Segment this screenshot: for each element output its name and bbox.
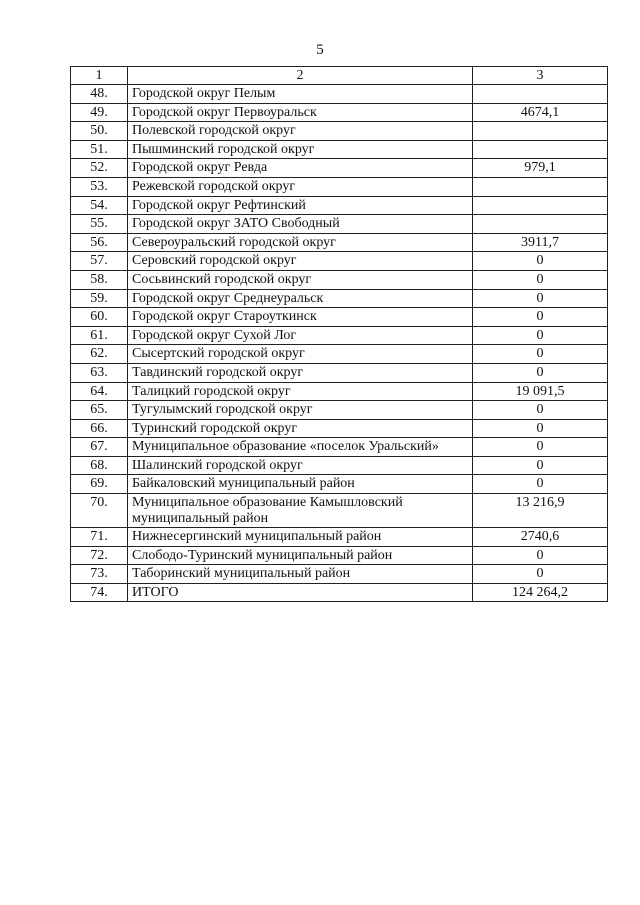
row-name-cell: Городской округ Староуткинск <box>128 308 473 327</box>
table-row <box>71 196 608 215</box>
row-name-cell: Талицкий городской округ <box>128 382 473 401</box>
row-number-cell: 55. <box>71 215 128 234</box>
row-value-cell: 0 <box>473 326 608 345</box>
row-number-cell: 71. <box>71 528 128 547</box>
row-number-cell: 48. <box>71 85 128 104</box>
row-number-cell: 49. <box>71 103 128 122</box>
row-value-cell <box>473 85 608 104</box>
row-value-cell: 0 <box>473 363 608 382</box>
row-name-cell: Серовский городской округ <box>128 252 473 271</box>
table-row <box>71 401 608 420</box>
table-row <box>71 215 608 234</box>
row-name-cell: Сысертский городской округ <box>128 345 473 364</box>
row-name-cell: Нижнесергинский муниципальный район <box>128 528 473 547</box>
row-number-cell: 57. <box>71 252 128 271</box>
table-row <box>71 85 608 104</box>
row-value-cell: 13 216,9 <box>473 494 608 528</box>
row-value-cell: 0 <box>473 308 608 327</box>
row-name-cell: Городской округ Среднеуральск <box>128 289 473 308</box>
row-number-cell: 74. <box>71 583 128 602</box>
row-name-cell: Муниципальное образование «поселок Уральский» <box>128 438 473 457</box>
table-row <box>71 345 608 364</box>
row-name-cell: Режевской городской округ <box>128 177 473 196</box>
row-number-cell: 53. <box>71 177 128 196</box>
row-value-cell: 19 091,5 <box>473 382 608 401</box>
column-header-value: 3 <box>473 67 608 85</box>
table-header-row <box>71 67 608 85</box>
data-table <box>70 66 608 602</box>
table-row <box>71 494 608 528</box>
row-value-cell: 4674,1 <box>473 103 608 122</box>
row-number-cell: 54. <box>71 196 128 215</box>
row-number-cell: 65. <box>71 401 128 420</box>
row-number-cell: 64. <box>71 382 128 401</box>
row-number-cell: 68. <box>71 456 128 475</box>
row-name-cell: Полевской городской округ <box>128 122 473 141</box>
row-number-cell: 67. <box>71 438 128 457</box>
table-row <box>71 363 608 382</box>
table-row <box>71 159 608 178</box>
row-name-cell: Тугулымский городской округ <box>128 401 473 420</box>
row-name-cell: Городской округ Первоуральск <box>128 103 473 122</box>
row-value-cell <box>473 215 608 234</box>
row-number-cell: 58. <box>71 270 128 289</box>
table-row <box>71 122 608 141</box>
table-row <box>71 438 608 457</box>
table-row <box>71 546 608 565</box>
row-value-cell: 0 <box>473 456 608 475</box>
column-header-number: 1 <box>71 67 128 85</box>
row-number-cell: 61. <box>71 326 128 345</box>
row-name-cell: Байкаловский муниципальный район <box>128 475 473 494</box>
row-name-cell: Городской округ ЗАТО Свободный <box>128 215 473 234</box>
row-value-cell: 0 <box>473 289 608 308</box>
row-number-cell: 72. <box>71 546 128 565</box>
row-name-cell: Слободо-Туринский муниципальный район <box>128 546 473 565</box>
row-name-cell: ИТОГО <box>128 583 473 602</box>
table-row <box>71 233 608 252</box>
row-name-cell: Муниципальное образование Камышловский муниципальный район <box>128 494 473 528</box>
table-row <box>71 419 608 438</box>
row-value-cell <box>473 122 608 141</box>
table-row <box>71 583 608 602</box>
row-number-cell: 50. <box>71 122 128 141</box>
table-row <box>71 308 608 327</box>
table-row <box>71 140 608 159</box>
row-number-cell: 66. <box>71 419 128 438</box>
row-number-cell: 51. <box>71 140 128 159</box>
table-row <box>71 289 608 308</box>
row-number-cell: 60. <box>71 308 128 327</box>
table-row <box>71 475 608 494</box>
row-name-cell: Туринский городской округ <box>128 419 473 438</box>
row-name-cell: Городской округ Ревда <box>128 159 473 178</box>
row-value-cell: 0 <box>473 565 608 584</box>
row-value-cell <box>473 196 608 215</box>
row-value-cell: 0 <box>473 252 608 271</box>
row-value-cell: 979,1 <box>473 159 608 178</box>
row-number-cell: 62. <box>71 345 128 364</box>
table-row <box>71 528 608 547</box>
row-number-cell: 73. <box>71 565 128 584</box>
row-value-cell: 2740,6 <box>473 528 608 547</box>
row-value-cell: 0 <box>473 475 608 494</box>
row-value-cell: 0 <box>473 270 608 289</box>
table-row <box>71 456 608 475</box>
row-name-cell: Североуральский городской округ <box>128 233 473 252</box>
table-body <box>71 85 608 602</box>
row-value-cell: 0 <box>473 546 608 565</box>
column-header-name: 2 <box>128 67 473 85</box>
row-value-cell: 0 <box>473 419 608 438</box>
row-name-cell: Городской округ Пелым <box>128 85 473 104</box>
row-name-cell: Городской округ Рефтинский <box>128 196 473 215</box>
row-value-cell: 124 264,2 <box>473 583 608 602</box>
row-number-cell: 63. <box>71 363 128 382</box>
table-row <box>71 252 608 271</box>
row-value-cell: 0 <box>473 438 608 457</box>
row-name-cell: Таборинский муниципальный район <box>128 565 473 584</box>
row-number-cell: 59. <box>71 289 128 308</box>
table-row <box>71 382 608 401</box>
row-name-cell: Сосьвинский городской округ <box>128 270 473 289</box>
page-number: 5 <box>316 42 324 58</box>
row-name-cell: Пышминский городской округ <box>128 140 473 159</box>
table-row <box>71 326 608 345</box>
row-value-cell: 3911,7 <box>473 233 608 252</box>
row-value-cell <box>473 140 608 159</box>
row-number-cell: 56. <box>71 233 128 252</box>
row-value-cell: 0 <box>473 345 608 364</box>
row-value-cell: 0 <box>473 401 608 420</box>
row-value-cell <box>473 177 608 196</box>
row-name-cell: Шалинский городской округ <box>128 456 473 475</box>
table-row <box>71 270 608 289</box>
row-name-cell: Городской округ Сухой Лог <box>128 326 473 345</box>
table-row <box>71 565 608 584</box>
table-row <box>71 177 608 196</box>
table-row <box>71 103 608 122</box>
row-name-cell: Тавдинский городской округ <box>128 363 473 382</box>
row-number-cell: 69. <box>71 475 128 494</box>
row-number-cell: 70. <box>71 494 128 528</box>
row-number-cell: 52. <box>71 159 128 178</box>
